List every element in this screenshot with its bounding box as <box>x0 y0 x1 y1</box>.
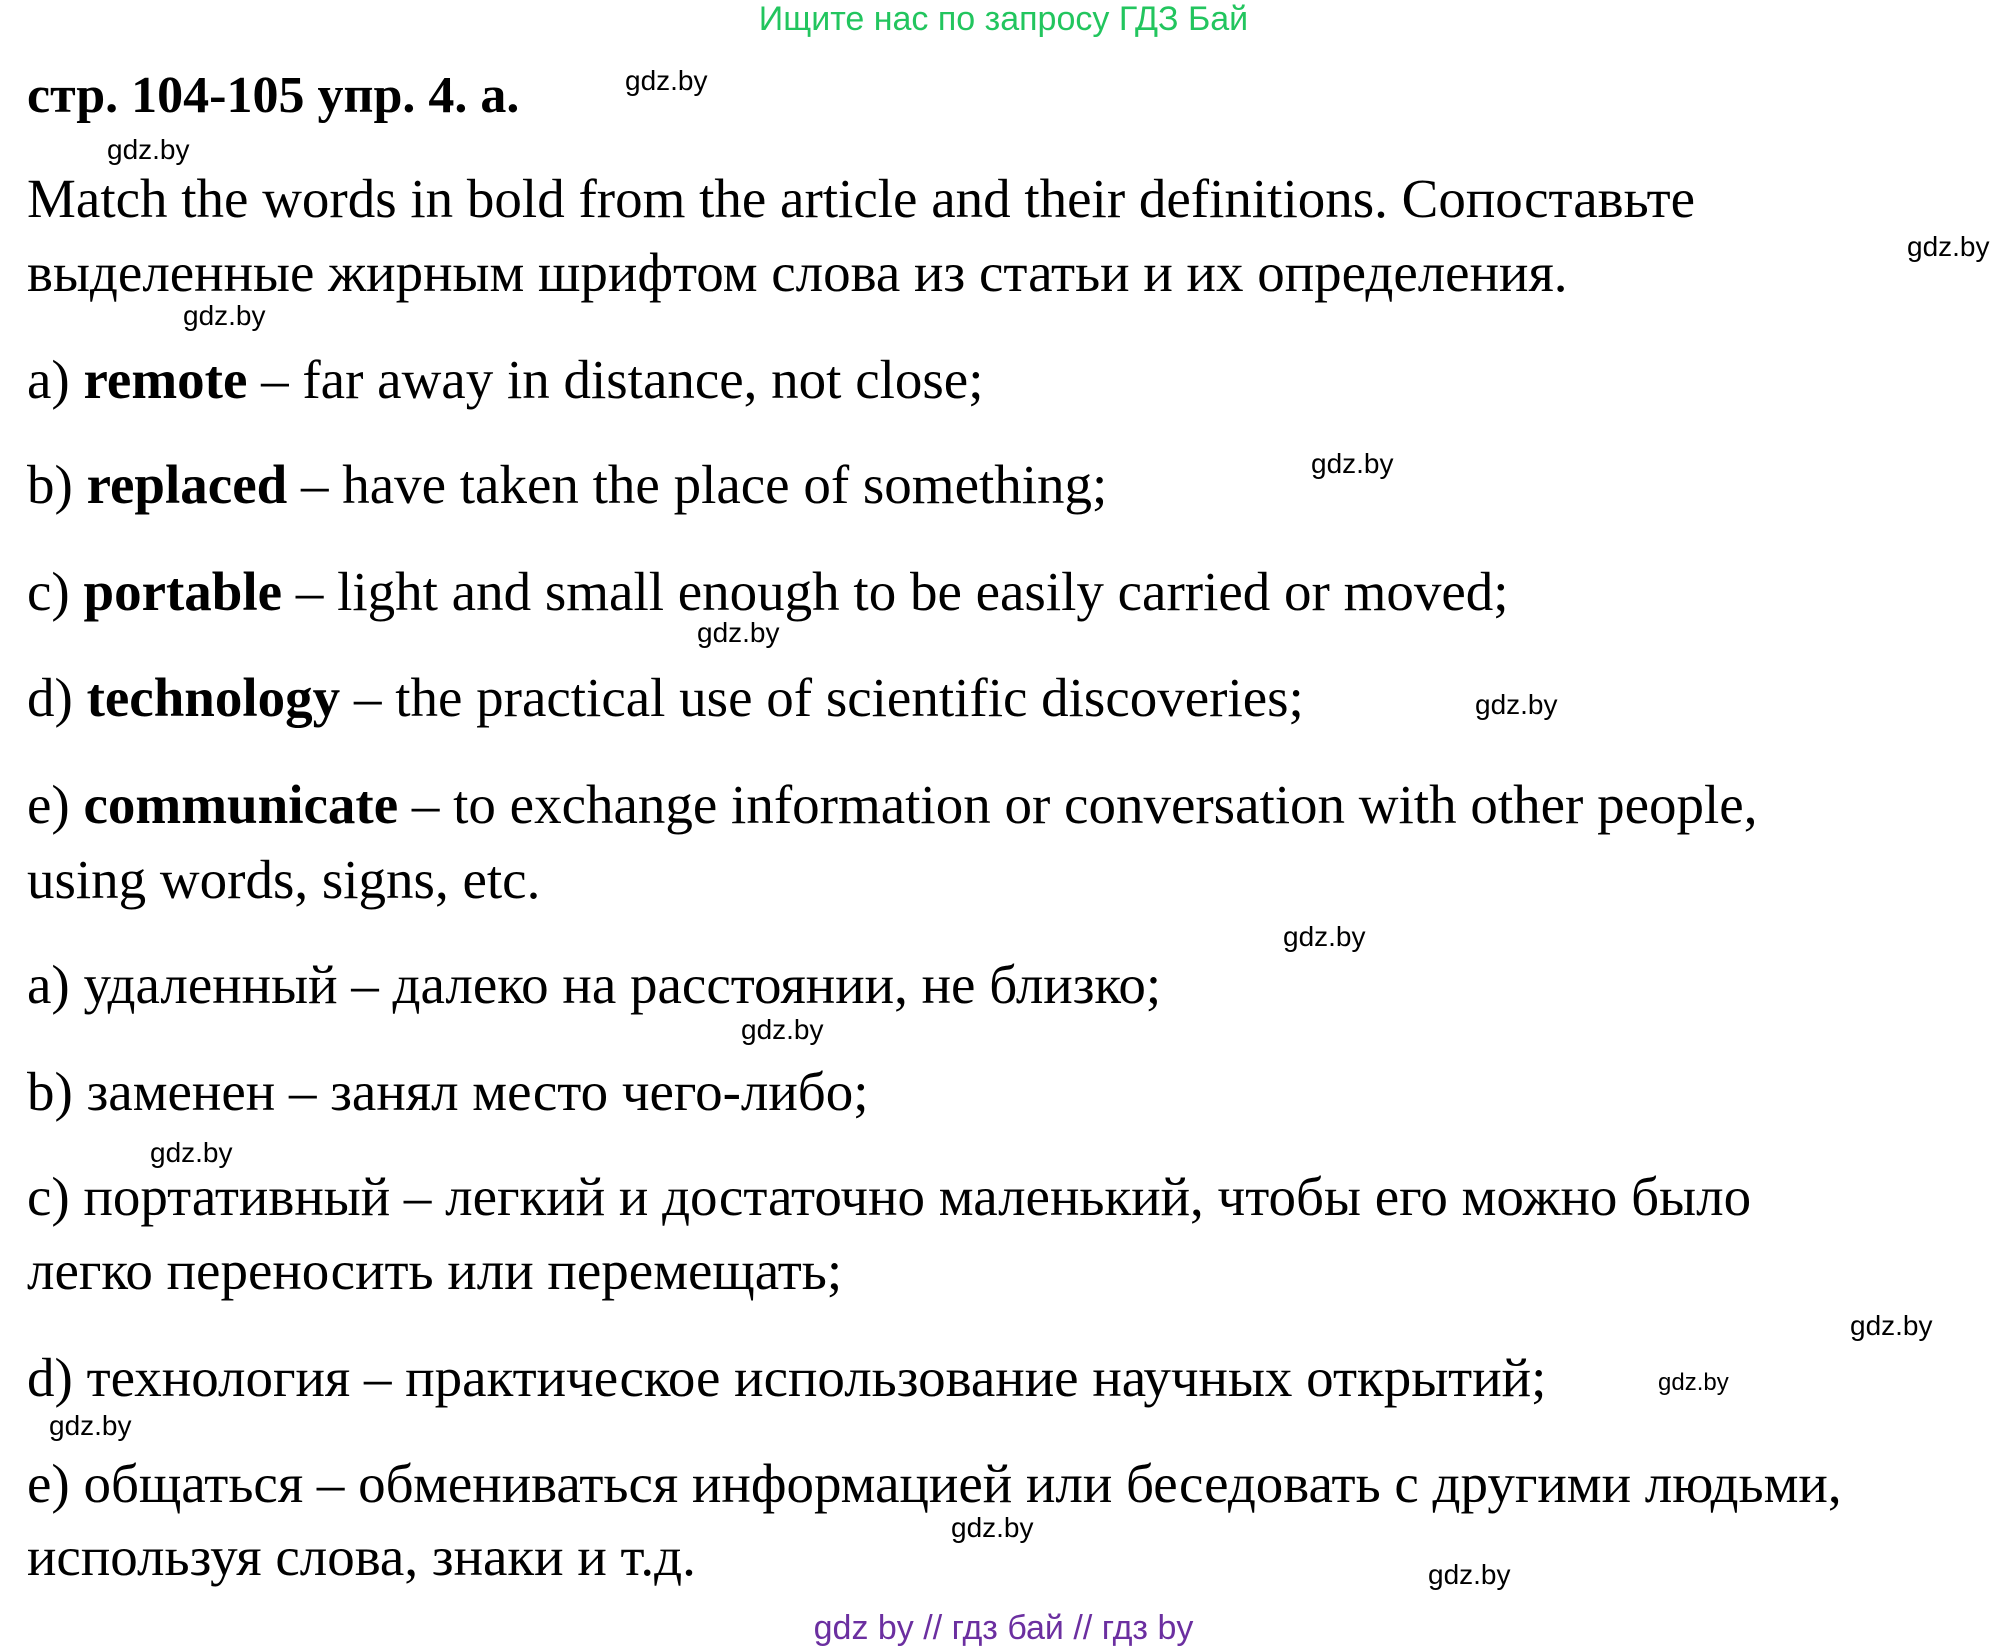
watermark: gdz.by <box>1850 1310 1933 1341</box>
watermark: gdz.by <box>1311 448 1394 479</box>
definition: – to exchange information or conversation with other people, <box>398 774 1758 835</box>
english-item-e <box>27 775 1757 835</box>
russian-item-c-continuation: легко переносить или перемещать; <box>27 1240 843 1301</box>
russian-item-b: b) заменен – занял место чего-либо; <box>27 1061 869 1122</box>
russian-item-e: e) общаться – обмениваться информацией или беседовать с другими людьми, <box>27 1453 1842 1514</box>
watermark: gdz.by <box>1475 689 1558 720</box>
item-prefix: c) <box>27 561 84 622</box>
definition: – far away in distance, not close; <box>247 349 984 410</box>
watermark: gdz.by <box>625 65 708 96</box>
item-prefix: e) <box>27 774 84 835</box>
watermark: gdz.by <box>1428 1559 1511 1590</box>
watermark: gdz.by <box>1907 231 1990 262</box>
watermark: gdz.by <box>150 1137 233 1168</box>
bold-term: remote <box>83 349 248 410</box>
watermark: gdz.by <box>49 1410 132 1441</box>
bold-term: technology <box>86 667 341 728</box>
definition: – have taken the place of something; <box>287 454 1108 515</box>
item-prefix: b) <box>27 454 87 515</box>
watermark: gdz.by <box>697 617 780 648</box>
russian-item-d: d) технология – практическое использование научных открытий; <box>27 1347 1547 1408</box>
english-item-a <box>27 350 984 410</box>
russian-item-a: a) удаленный – далеко на расстоянии, не близко; <box>27 954 1162 1015</box>
watermark: gdz.by <box>951 1512 1034 1543</box>
bold-term: communicate <box>83 774 399 835</box>
english-item-d <box>27 668 1304 728</box>
instruction-line-2: выделенные жирным шрифтом слова из статьи и их определения. <box>27 242 1568 303</box>
footer-links: gdz by // гдз бай // гдз by <box>813 1609 1194 1647</box>
english-item-b <box>27 455 1107 515</box>
item-prefix: d) <box>27 667 87 728</box>
definition: – light and small enough to be easily carried or moved; <box>282 561 1509 622</box>
russian-item-c: c) портативный – легкий и достаточно маленький, чтобы его можно было <box>27 1166 1752 1227</box>
watermark: gdz.by <box>1283 921 1366 952</box>
english-item-c <box>27 562 1509 622</box>
instruction-line-1: Match the words in bold from the article and their definitions. Сопоставьте <box>27 168 1696 229</box>
bold-term: replaced <box>86 454 288 515</box>
top-banner: Ищите нас по запросу ГДЗ Бай <box>758 0 1249 38</box>
watermark: gdz.by <box>183 300 266 331</box>
watermark: gdz.by <box>107 134 190 165</box>
watermark: gdz.by <box>1658 1369 1729 1396</box>
russian-item-e-continuation: используя слова, знаки и т.д. <box>27 1526 696 1587</box>
definition: – the practical use of scientific discoveries; <box>340 667 1304 728</box>
item-prefix: a) <box>27 349 84 410</box>
watermark: gdz.by <box>741 1014 824 1045</box>
english-item-e-continuation: using words, signs, etc. <box>27 849 541 910</box>
bold-term: portable <box>83 561 283 622</box>
exercise-heading: стр. 104-105 упр. 4. а. <box>27 67 520 124</box>
